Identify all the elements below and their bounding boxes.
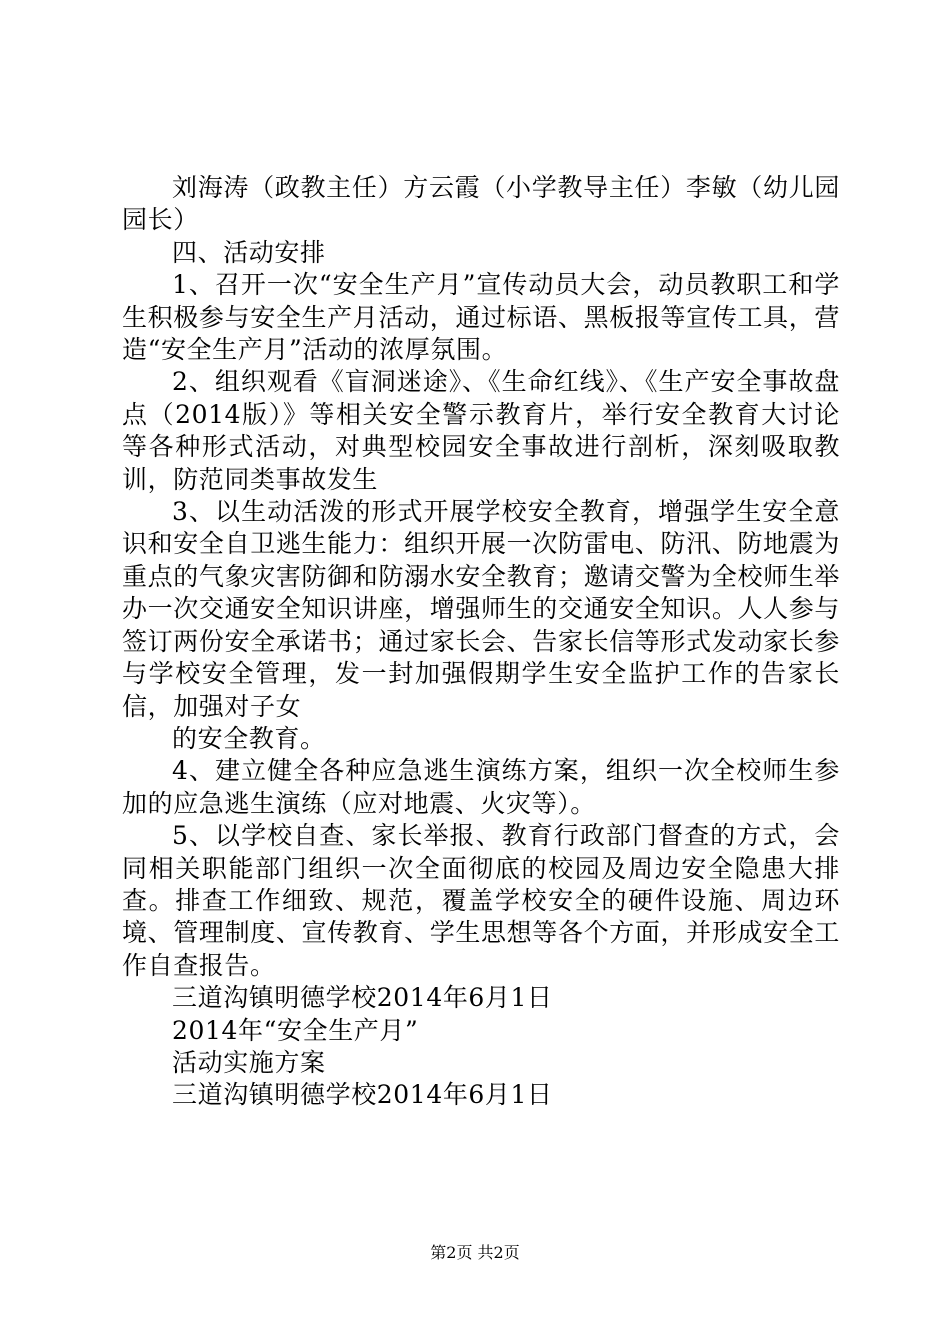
document-body bbox=[122, 172, 840, 1112]
plan-title-line-2: 活动实施方案 bbox=[172, 1047, 326, 1077]
signature-line: 三道沟镇明德学校2014年6月1日 bbox=[172, 983, 553, 1013]
paragraph-item-5: 5、以学校自查、家长举报、教育行政部门督查的方式，会同相关职能部门组织一次全面彻底的校园及周边安全隐患大排查。排查工作细致、规范，覆盖学校安全的硬件设施、周边环境、管理制度、宣传教育、学生思想等各个方面，并形成安全工作自查报告。 bbox=[122, 821, 840, 980]
paragraph-staff: 刘海涛（政教主任）方云霞（小学教导主任）李敏（幼儿园园长） bbox=[122, 173, 840, 235]
signature-line-repeat: 三道沟镇明德学校2014年6月1日 bbox=[172, 1080, 553, 1110]
plan-title-line-1: 2014年“安全生产月” bbox=[172, 1015, 419, 1045]
paragraph-item-3: 3、以生动活泼的形式开展学校安全教育，增强学生安全意识和安全自卫逃生能力：组织开展一次防雷电、防汛、防地震为重点的气象灾害防御和防溺水安全教育；邀请交警为全校师生举办一次交通安全知识讲座，增强师生的交通安全知识。人人参与签订两份安全承诺书；通过家长会、告家长信等形式发动家长参与学校安全管理，发一封加强假期学生安全监护工作的告家长信，加强对子女 bbox=[122, 497, 840, 721]
heading-activity-arrangement: 四、活动安排 bbox=[172, 237, 326, 267]
paragraph-item-3-continued: 的安全教育。 bbox=[172, 723, 326, 753]
paragraph-item-2: 2、组织观看《盲洞迷途》、《生命红线》、《生产安全事故盘点（2014版）》等相关安全警示教育片，举行安全教育大讨论等各种形式活动，对典型校园安全事故进行剖析，深刻吸取教训，防范同类事故发生 bbox=[122, 367, 840, 494]
paragraph-item-4: 4、建立健全各种应急逃生演练方案，组织一次全校师生参加的应急逃生演练（应对地震、火灾等）。 bbox=[122, 756, 840, 818]
page-footer: 第2页 共2页 bbox=[430, 1243, 520, 1262]
paragraph-item-1: 1、召开一次“安全生产月”宣传动员大会，动员教职工和学生积极参与安全生产月活动，通过标语、黑板报等宣传工具，营造“安全生产月”活动的浓厚氛围。 bbox=[122, 270, 840, 365]
